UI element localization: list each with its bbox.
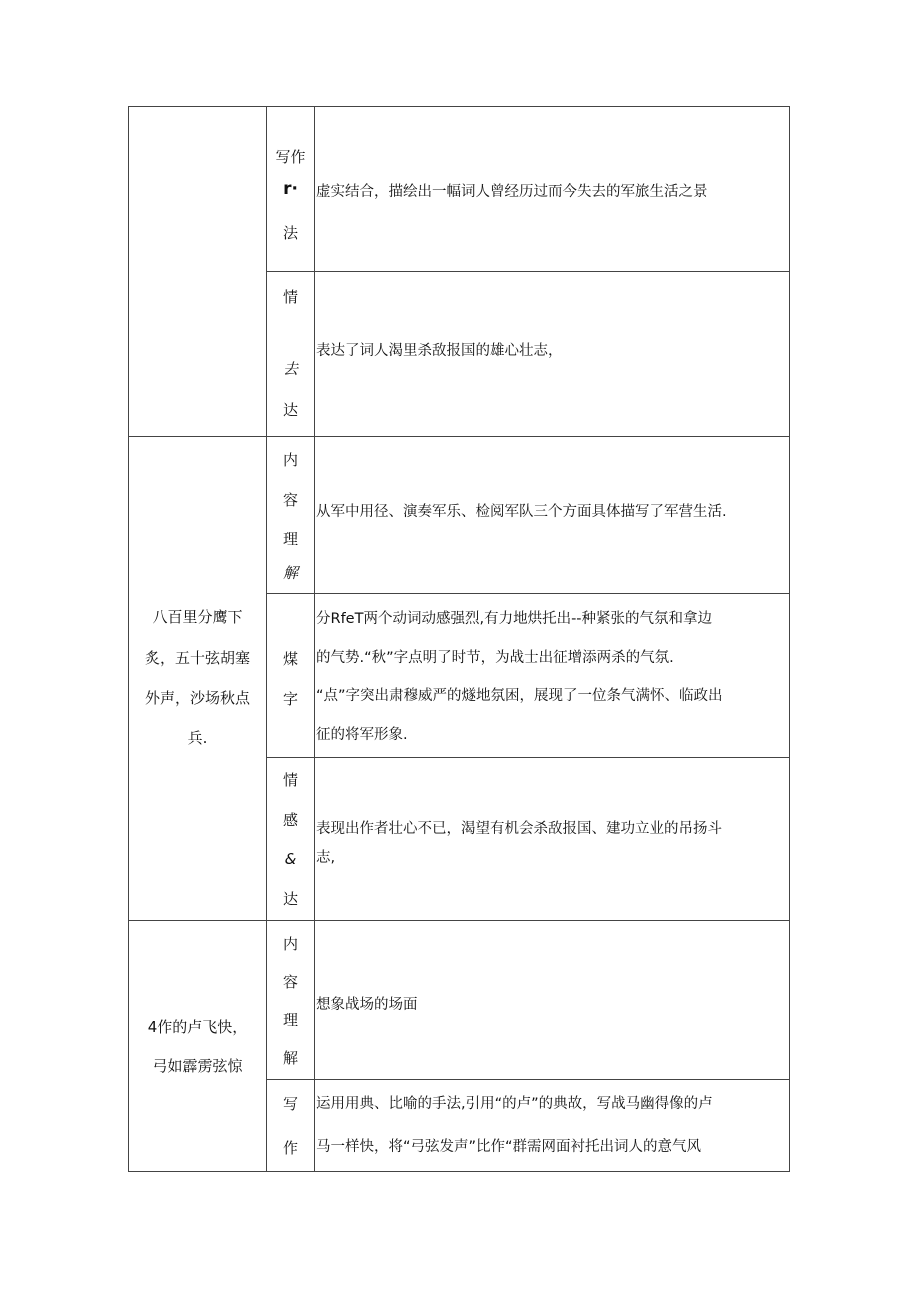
label-char: r· — [283, 179, 298, 199]
label-char: 达 — [282, 890, 298, 908]
label-char: 感 — [282, 811, 298, 829]
table-border-right — [789, 106, 790, 1172]
content-line: 的气势.“秋”字点明了时节，为战士出征增添两杀的气氛. — [316, 650, 674, 666]
row-divider — [266, 271, 790, 272]
label-char: 解 — [282, 1049, 298, 1067]
label-char: 达 — [282, 401, 298, 419]
label-char: 煤 — [282, 650, 298, 668]
content-line: 马一样快，将“弓弦发声”比作“群需网面衬托出词人的意气风 — [316, 1139, 702, 1155]
content-line: 表现出作者壮心不已，渴望有机会杀敌报国、建功立业的吊扬斗 — [316, 821, 722, 837]
poem-line: 兵. — [187, 729, 208, 747]
content-line: 征的将军形象. — [316, 727, 408, 743]
label-char: 情 — [282, 771, 298, 789]
content-line: 从军中用径、演奏军乐、检阅军队三个方面具体描写了军营生活. — [316, 504, 727, 520]
poem-line: 弓如霹雳弦惊 — [152, 1057, 243, 1075]
content-line: 虚实结合，描绘出一幅词人曾经历过而今失去的军旅生活之景 — [316, 184, 708, 200]
content-line: “点”字突出肃穆威严的燧地氛困，展现了一位条气满怀、临政出 — [316, 688, 723, 704]
content-line: 想象战场的场面 — [316, 997, 418, 1013]
row-divider — [266, 1079, 790, 1080]
label-char: 写作 — [275, 148, 306, 166]
row-divider — [128, 436, 790, 437]
label-char: 作 — [282, 1139, 298, 1157]
label-char: & — [284, 850, 297, 868]
label-char: 理 — [282, 530, 298, 548]
row-divider — [266, 593, 790, 594]
column-divider-2 — [314, 106, 315, 1172]
poem-line: 4作的卢飞快， — [147, 1018, 248, 1036]
label-char: 去 — [282, 360, 298, 378]
poem-line: 外声，沙场秋点 — [144, 689, 250, 707]
table-border-top — [128, 106, 790, 107]
poem-line: 炙，五十弦胡塞 — [144, 649, 250, 667]
content-line: 运用用典、比喻的手法,引用“的卢”的典故，写战马幽得像的卢 — [316, 1096, 713, 1112]
table-border-left — [128, 106, 129, 1172]
label-char: 情 — [282, 288, 298, 306]
label-char: 容 — [282, 491, 298, 509]
row-divider — [266, 757, 790, 758]
row-divider — [128, 920, 790, 921]
content-line: 分RfeT两个动词动感强烈,有力地烘托出--种紧张的气氛和拿边 — [316, 611, 713, 627]
label-char: 理 — [282, 1011, 298, 1029]
content-line: 表达了词人渴里杀敌报国的雄心壮志， — [316, 343, 563, 359]
label-char: 内 — [282, 451, 298, 469]
label-char: 写 — [282, 1095, 298, 1113]
label-char: 解 — [282, 564, 298, 582]
label-char: 容 — [282, 973, 298, 991]
table-border-bottom — [128, 1171, 790, 1172]
label-char: 内 — [282, 935, 298, 953]
poem-line: 八百里分鹰下 — [152, 608, 243, 626]
label-char: 法 — [282, 224, 298, 242]
content-line: 志, — [316, 850, 336, 866]
label-char: 字 — [282, 690, 298, 708]
